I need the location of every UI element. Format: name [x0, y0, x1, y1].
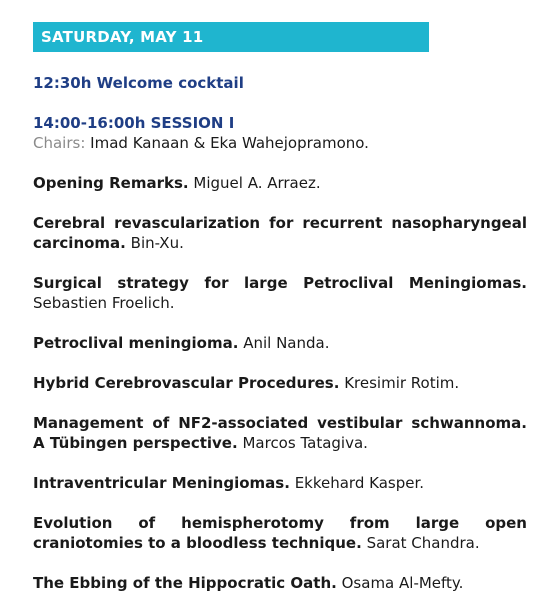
talk-title: Hybrid Cerebrovascular Procedures. [33, 374, 340, 392]
talk-title: The Ebbing of the Hippocratic Oath. [33, 574, 337, 592]
talk-speaker: Ekkehard Kasper. [294, 474, 425, 492]
talk-speaker: Bin-Xu. [130, 234, 184, 252]
talk-item [33, 333, 527, 353]
session-chairs [33, 133, 527, 153]
talk-title: Intraventricular Meningiomas. [33, 474, 290, 492]
talk-item [33, 213, 527, 253]
talk-item [33, 373, 527, 393]
talk-item [33, 573, 527, 593]
talk-item [33, 513, 527, 553]
talk-speaker: Sebastien Froelich. [33, 294, 175, 312]
talk-title: Management of NF2-associated vestibular schwannoma. A Tübingen perspective. [33, 414, 527, 452]
talk-speaker: Miguel A. Arraez. [193, 174, 321, 192]
talk-speaker: Anil Nanda. [243, 334, 330, 352]
talk-item [33, 273, 527, 313]
chairs-names: Imad Kanaan & Eka Wahejopramono. [90, 134, 369, 152]
talk-speaker: Kresimir Rotim. [344, 374, 460, 392]
session-title: 14:00-16:00h SESSION I [33, 114, 235, 132]
talk-title: Opening Remarks. [33, 174, 189, 192]
talk-title: Evolution of hemispherotomy from large open craniotomies to a bloodless technique. [33, 514, 527, 552]
talk-speaker: Sarat Chandra. [366, 534, 480, 552]
talk-item [33, 413, 527, 453]
welcome-cocktail: 12:30h Welcome cocktail [33, 74, 244, 92]
day-banner [33, 22, 429, 52]
chairs-label: Chairs: [33, 134, 86, 152]
talk-title: Petroclival meningioma. [33, 334, 239, 352]
talk-speaker: Osama Al-Mefty. [341, 574, 464, 592]
day-heading: SATURDAY, MAY 11 [41, 28, 204, 46]
talk-item [33, 173, 527, 193]
talk-title: Surgical strategy for large Petroclival Meningiomas. [33, 274, 527, 292]
talk-title: Cerebral revascularization for recurrent nasopharyngeal carcinoma. [33, 214, 527, 252]
talk-speaker: Marcos Tatagiva. [242, 434, 368, 452]
program-content [33, 73, 527, 613]
talk-item [33, 473, 527, 493]
